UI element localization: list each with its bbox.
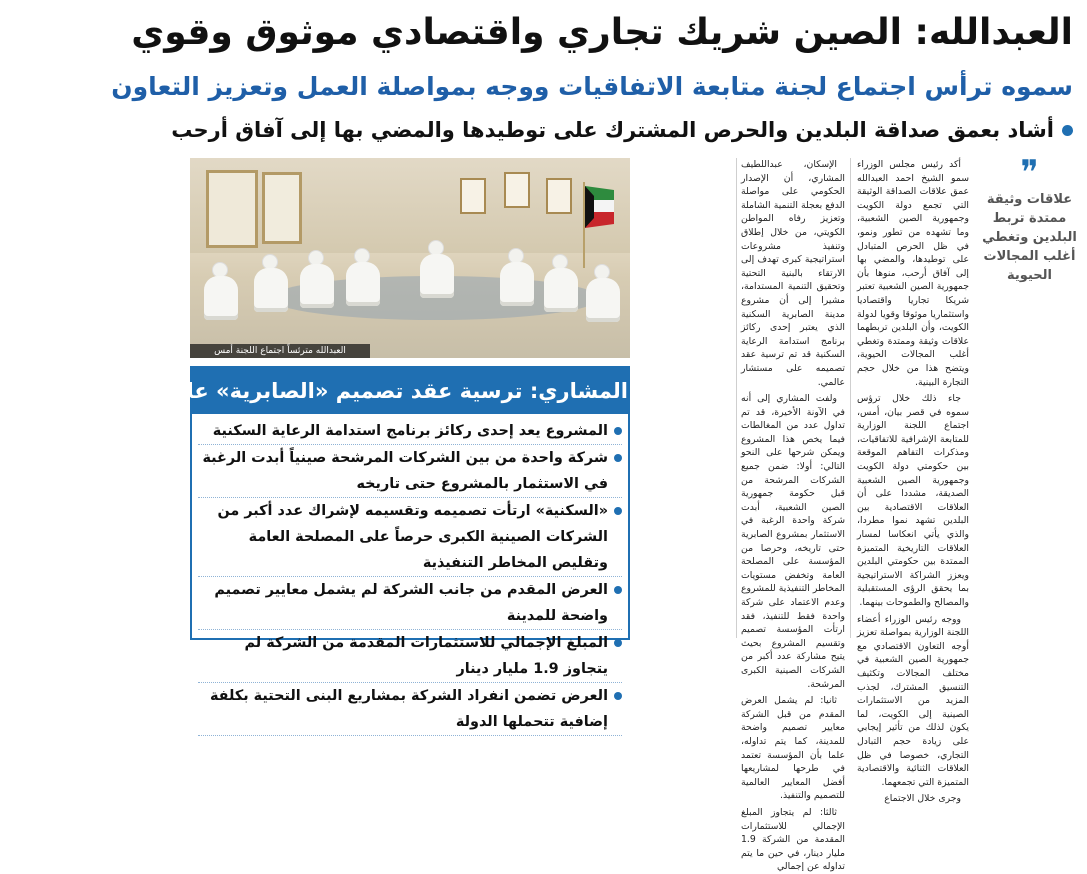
list-item: المشروع يعد إحدى ركائز برنامج استدامة الرعاية السكنية: [198, 418, 622, 445]
pull-quote-text: علاقات وثيقة ممتدة تربط البلدين وتغطي أغلب المجالات الحيوية: [982, 192, 1077, 283]
person: [544, 268, 578, 312]
bullet-icon: [614, 692, 622, 700]
portrait-frame: [546, 178, 572, 214]
column-divider: [736, 158, 737, 638]
kicker-row: [171, 112, 1073, 148]
portrait-frame: [504, 172, 530, 208]
subheadline: سموه ترأس اجتماع لجنة متابعة الاتفاقيات ووجه بمواصلة العمل وتعزيز التعاون: [111, 72, 1073, 101]
paragraph: ثانيا: لم يشمل العرض المقدم من قبل الشركة معايير تصميم واضحة للمدينة، كما يتم تداوله، علما بأن المؤسسة تعتمد في طرحها لمشاريعها أفضل المعايير العالمية للتصميم والتنفيذ.: [741, 695, 845, 802]
kuwait-flag-icon: [582, 182, 616, 268]
person: [500, 262, 534, 306]
paragraph: أكد رئيس مجلس الوزراء سمو الشيخ احمد العبدالله عمق علاقات الصداقة الوثيقة التي تجمع دولة الكويت وجمهورية الصين الشعبية، وما تشهده من تطور ونمو، في ظل الحرص المتبادل على توطيدها، والمضي بها إلى آفاق أرحب، منوها بأن جمهورية الصين الشعبية تعتبر شريكا تجاريا واقتصاديا واستثماريا موثوقا وقويا لدولة الكويت، وأن البلدين تربطهما علاقات وثيقة وممتدة وتغطي أغلب المجالات الحيوية، ويتضح هذا من خلال حجم التجارة البينية.: [857, 159, 969, 388]
photo-caption: العبدالله مترئساً اجتماع اللجنة أمس: [190, 344, 370, 358]
person: [254, 268, 288, 312]
highlights-box: [0, 366, 630, 730]
box-title: المشاري: ترسية عقد تصميم «الصابرية» على مستشار عالمي: [192, 368, 628, 414]
person: [204, 276, 238, 320]
paragraph: ووجه رئيس الوزراء أعضاء اللجنة الوزارية بمواصلة تعزيز أوجه التعاون الاقتصادي مع جمهورية الصين الشعبية في مختلف المجالات وتكثيف التنسيق المشترك، لجذب المزيد من الاستثمارات الصينية إلى الكويت، لما يكون لذلك من تأثير إيجابي على زيادة حجم التبادل التجاري، خصوصا في ظل العلاقات الثنائية والاقتصادية المتميزة التي تجمعهما.: [857, 613, 969, 788]
list-item: العرض تضمن انفراد الشركة بمشاريع البنى التحتية بكلفة إضافية تتحملها الدولة: [198, 683, 622, 736]
bullet-icon: [614, 586, 622, 594]
paragraph: وجرى خلال الاجتماع: [884, 793, 961, 805]
pull-quote: [982, 153, 1077, 348]
list-item: «السكنية» ارتأت تصميمه وتقسيمه لإشراك عدد أكبر من الشركات الصينية الكبرى حرصاً على المصلحة العامة وتقليص المخاطر التنفيذية: [198, 498, 622, 577]
bullet-icon: [614, 507, 622, 515]
paragraph: الإسكان، عبداللطيف المشاري، أن الإصدار الحكومي على مواصلة الدفع بعجلة التنمية الشاملة وتعزيز رفاه المواطن الكويتي، من خلال إطلاق وتنفيذ مشروعات استراتيجية كبرى تهدف إلى الارتقاء بالبنية التحتية وتحقيق التنمية المستدامة، مشيرا إلى أن مشروع مدينة الصابرية السكنية الذي يعتبر إحدى ركائز برنامج استدامة الرعاية السكنية قد تم ترسية عقد تصميمه على مستشار عالمي.: [741, 159, 845, 388]
list-item: المبلغ الإجمالي للاستثمارات المقدمة من الشركة لم يتجاوز 1.9 مليار دينار: [198, 630, 622, 683]
bullet-icon: [614, 639, 622, 647]
list-item: العرض المقدم من جانب الشركة لم يشمل معايير تصميم واضحة للمدينة: [198, 577, 622, 630]
bullet-icon: [614, 454, 622, 462]
paragraph: جاء ذلك خلال ترؤس سموه في قصر بيان، أمس، اجتماع اللجنة الوزارية للمتابعة الإشرافية للاتفاقيات، ومذكرات التفاهم الموقعة بين حكومتي دولة الكويت وجمهورية الصين الشعبية الصديقة، مشددا على أن العلاقات الاقتصادية بين البلدين تشهد نموا مطردا، والذي يأتي انعكاسا لمسار العلاقات التاريخية المتميزة الممتدة بين حكومتي البلدين ويعزز الشراكة الاستراتيجية بما يحقق الرؤى المستقبلية والمصالح والطموحات بينهما.: [857, 393, 969, 608]
quote-icon: ❞: [1020, 153, 1039, 193]
meeting-photo: [190, 158, 630, 358]
person: [300, 264, 334, 308]
person: [420, 254, 454, 298]
kicker: أشاد بعمق صداقة البلدين والحرص المشترك على توطيدها والمضي بها إلى آفاق أرحب: [171, 118, 1054, 142]
paragraph: ثالثا: لم يتجاوز المبلغ الإجمالي للاستثمارات المقدمة من الشركة 1.9 مليار دينار، في حين ما يتم تداوله عن إجمالي: [741, 806, 845, 873]
bullet-icon: [614, 427, 622, 435]
article-column-2: [741, 158, 845, 873]
highlights-list: [198, 418, 622, 736]
paragraph: ولفت المشاري إلى أنه في الآونة الأخيرة، قد تم تداول عدد من المغالطات فيما يخص هذا المشروع ويمكن شرحها على النحو التالي: أولا: ضمن جميع الشركات المرشحة من قبل حكومة جمهورية الصين الشعبية، أبدت شركة واحدة الرغبة في الاستثمار بمشروع الصابرية حتى تاريخه، وحرصا من المؤسسة على المصلحة العامة وتخفض مستويات المخاطر التنفيذية للمشروع وعدم الاعتماد على شركة واحدة فقط للتنفيذ، فقد ارتأت المؤسسة تصميم وتقسيم المشروع بحيث يتيح مشاركة عدد أكبر من الشركات الصينية الكبرى المرشحة.: [741, 393, 845, 690]
article-column-1: [857, 158, 969, 805]
person: [346, 262, 380, 306]
calligraphy-artwork: [262, 172, 302, 244]
list-item: شركة واحدة من بين الشركات المرشحة صينياً أبدت الرغبة في الاستثمار بالمشروع حتى تاريخه: [198, 445, 622, 498]
column-divider: [850, 158, 851, 638]
portrait-frame: [460, 178, 486, 214]
headline: العبدالله: الصين شريك تجاري واقتصادي موثوق وقوي: [131, 12, 1073, 53]
calligraphy-artwork: [206, 170, 258, 248]
person: [586, 278, 620, 322]
bullet-icon: [1062, 125, 1073, 136]
